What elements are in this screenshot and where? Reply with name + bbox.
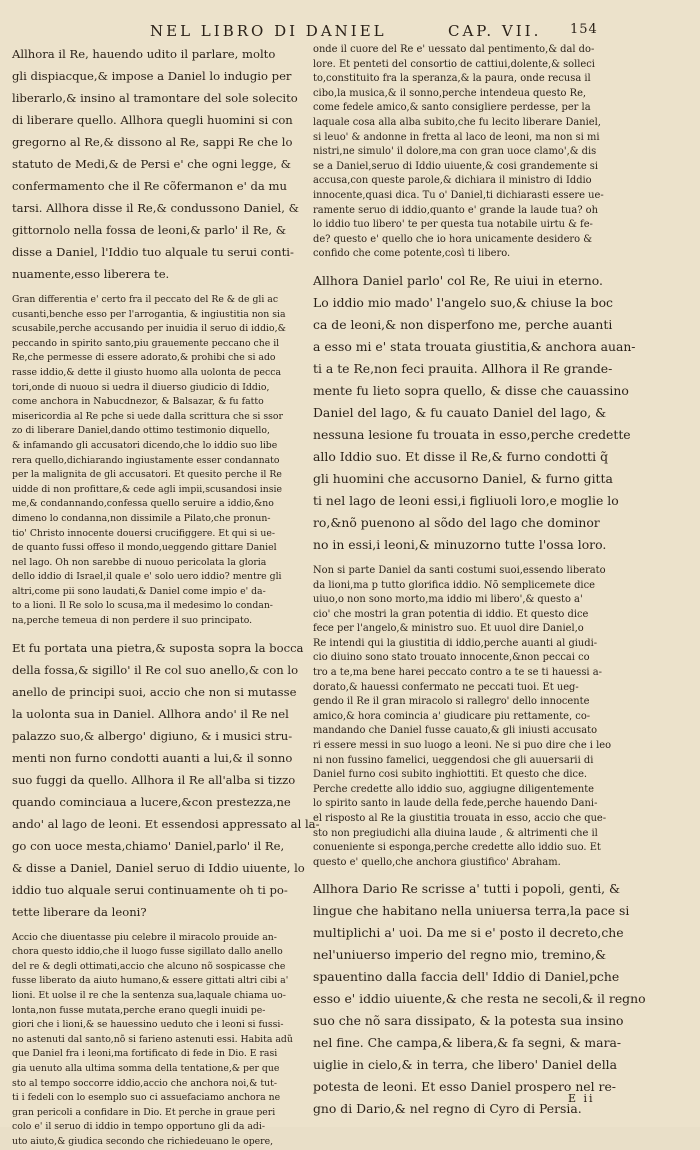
text-line: nel lago. Oh non sarebbe di nuouo pericolata la gloria [12, 556, 267, 568]
right-column [313, 43, 646, 1117]
text-line: statuto de Medi,& de Persi e' che ogni legge, & [12, 157, 291, 171]
text-line: de? questo e' quello che io hora unicamente desidero & [313, 233, 593, 245]
text-line: di liberare quello. Allhora quegli huomini si con [12, 113, 293, 127]
text-line: gli dispiacque,& impose a Daniel lo indugio per [12, 69, 292, 83]
text-line: suo fuggi da quello. Allhora il Re all'alba si tizzo [12, 772, 296, 787]
commentary-paragraph [313, 43, 643, 262]
text-line: giori che i lioni,& se hauessino ueduto che i leoni si fussi- [12, 1019, 284, 1031]
commentary-paragraph [12, 293, 308, 629]
scripture-paragraph [313, 878, 646, 1120]
folio-number: 154 [570, 22, 598, 37]
text-line: lonta,non fusse mutata,perche erano quegli inuidi pe- [12, 1004, 266, 1016]
text-line: fece per l'angelo,& ministro suo. Et uuol dire Daniel,o [313, 623, 584, 635]
text-line: uto aiuto,& giudica secondo che richiedeuano le opere, [12, 1135, 274, 1147]
text-line: si leuo' & andonne in fretta al laco de leoni, ma non si mi [313, 131, 600, 143]
text-line: questo e' quello,che anchora giustifico' Abraham. [313, 856, 561, 868]
text-line: della fossa,& sigillo' il Re col suo anello,& con lo [12, 662, 299, 677]
signature-mark: E ii [568, 1092, 595, 1105]
text-line: zo di liberare Daniel,dando ottimo testimonio diquello, [12, 425, 270, 437]
text-line: del re & degli ottimati,accio che alcuno nõ sospicasse che [12, 960, 286, 972]
text-line: cio diuino sono stato trouato innocente,&non peccai co [313, 652, 590, 664]
paragraph-gap [313, 262, 643, 270]
text-line: to,constituito fra la speranza,& la paura, onde recusa il [313, 73, 591, 85]
text-line: anello de principi suoi, accio che non si mutasse [12, 684, 297, 699]
scripture-paragraph [313, 270, 643, 556]
text-line: Et fu portata una pietra,& suposta sopra la bocca [12, 640, 304, 655]
text-line: lo spirito santo in laude della fede,perche hauendo Dani- [313, 798, 598, 810]
text-line: allo Iddio suo. Et disse il Re,& furno condotti q̃ [313, 448, 608, 464]
text-line: el risposto al Re la giustitia trouata in esso, accio che que- [313, 813, 607, 824]
text-line: Accio che diuentasse piu celebre il miracolo prouide an- [12, 931, 277, 943]
text-line: sto non pregiudichi alla diuina laude , & altrimenti che il [313, 827, 598, 839]
text-line: gittornolo nella fossa de leoni,& parlo' il Re, & [12, 223, 287, 237]
text-line: ti nel lago de leoni essi,i figliuoli loro,e moglie lo [313, 492, 619, 508]
text-line: multiplichi a' uoi. Da me si e' posto il decreto,che [313, 925, 624, 941]
scripture-paragraph [12, 637, 320, 923]
text-line: disse a Daniel, l'Iddio tuo alquale tu serui conti- [12, 245, 294, 259]
text-line: iddio tuo alquale serui continuamente oh ti po- [12, 882, 288, 897]
text-line: nel'uniuerso imperio del regno mio, tremino,& [313, 947, 606, 963]
text-line: ti i fedeli con lo esemplo suo ci assuefaciamo anchora ne [12, 1092, 281, 1104]
text-line: lo iddio tuo libero' te per questa tua notabile uirtu & fe- [313, 219, 593, 231]
text-line: mente fu lieto sopra quello, & disse che cauassino [313, 382, 629, 398]
text-line: dello iddio di Israel,il quale e' solo uero iddio? mentre gli [12, 571, 282, 583]
text-line: gno di Dario,& nel regno di Cyro di Persia. [313, 1101, 582, 1117]
text-line: peccando in spirito santo,piu grauemente peccano che il [12, 337, 280, 349]
text-line: come anchora in Nabucdnezor, & Balsazar, & fu fatto [12, 396, 264, 408]
paragraph-gap [12, 285, 308, 293]
text-line: ti a te Re,non feci prauita. Allhora il Re grande- [313, 360, 613, 376]
text-line: Lo iddio mio mado' l'angelo suo,& chiuse la boc [313, 294, 613, 310]
commentary-paragraph [313, 564, 643, 870]
text-line: no astenuti dal santo,nõ si farieno astenuti essi. Habita adũ [12, 1033, 293, 1045]
text-line: Daniel del lago, & fu cauato Daniel del lago, & [313, 404, 607, 420]
text-line: tarsi. Allhora disse il Re,& condussono Daniel, & [12, 201, 299, 215]
text-line: ramente seruo di iddio,quanto e' grande la laude tua? oh [313, 204, 598, 216]
text-line: de quanto fussi offeso il mondo,ueggendo gittare Daniel [12, 542, 277, 554]
text-line: gia uenuto alla ultima somma della tentatione,& per que [12, 1063, 280, 1074]
text-line: Re intendi qui la giustitia di iddio,perche auanti al giudi- [313, 637, 598, 649]
text-line: Non si parte Daniel da santi costumi suoi,essendo liberato [313, 564, 606, 576]
text-line: come fedele amico,& santo consigliere perdesse, per la [313, 102, 591, 114]
text-line: potesta de leoni. Et esso Daniel prospero nel re- [313, 1079, 616, 1095]
text-line: innocente,quasi dica. Tu o' Daniel,ti dichiarasti essere ue- [313, 189, 604, 201]
text-line: tro a te,ma bene harei peccato contro a te se ti hauessi a- [313, 667, 602, 679]
text-line: sto al tempo soccorre iddio,accio che anchora noi,& tut- [12, 1077, 277, 1089]
text-line: & disse a Daniel, Daniel seruo di Iddio uiuente, lo [12, 860, 305, 875]
paragraph-gap [313, 556, 643, 564]
text-line: accusa,con queste parole,& dichiara il ministro di Iddio [313, 175, 592, 187]
text-line: chora questo iddio,che il luogo fusse sigillato dallo anello [12, 946, 283, 958]
text-line: uiuo,o non sono morto,ma iddio mi libero',& questo a' [313, 594, 583, 606]
text-line: go con uoce mesta,chiamo' Daniel,parlo' il Re, [12, 838, 285, 853]
text-line: conueniente si esponga,perche credette allo iddio suo. Et [313, 842, 601, 854]
text-line: tio' Christo innocente douersi crucifiggere. Et qui si ue- [12, 527, 275, 539]
text-line: ca de leoni,& non disperfono me, perche auanti [313, 316, 613, 332]
paragraph-gap [313, 870, 643, 878]
text-line: Daniel furno cosi subito inghiottiti. Et questo che dice. [313, 769, 588, 781]
text-line: spauentino dalla faccia dell' Iddio di Daniel,pche [313, 969, 620, 985]
text-line: tette liberare da leoni? [12, 904, 147, 919]
text-line: Allhora il Re, hauendo udito il parlare, molto [12, 47, 276, 61]
text-line: Perche credette allo iddio suo, aggiugne diligentemente [313, 783, 595, 795]
commentary-paragraph [12, 931, 308, 1150]
text-line: laquale cosa alla alba subito,che fu lecito liberare Daniel, [313, 116, 601, 128]
text-line: confido che come potente,così ti libero. [313, 248, 511, 260]
text-line: cibo,la musica,& il sonno,perche intendeua questo Re, [313, 87, 587, 99]
text-line: rera quello,dichiarando ingiustamente esser condannato [12, 454, 280, 466]
text-line: & infamando gli accusatori dicendo,che lo iddio suo libe [12, 439, 278, 451]
text-line: dorato,& hauessi confermato ne peccati tuoi. Et ueg- [313, 681, 579, 693]
text-line: mandando che Daniel fusse cauato,& gli iniusti accusato [313, 725, 598, 737]
text-line: esso e' iddio uiuente,& che resta ne secoli,& il regno [313, 991, 646, 1007]
text-line: gli huomini che accusorno Daniel, & furno gitta [313, 470, 613, 486]
text-line: per la malignita de gli accusatori. Et quesito perche il Re [12, 469, 282, 481]
text-line: colo e' il seruo di iddio in tempo opportuno gli da adi- [12, 1121, 265, 1133]
text-line: lore. Et penteti del consortio de cattiui,dolente,& solleci [313, 58, 595, 70]
text-line: liberarlo,& insino al tramontare del sole solecito [12, 91, 298, 105]
text-line: gregorno al Re,& dissono al Re, sappi Re che lo [12, 135, 293, 149]
text-line: gran pericoli a confidare in Dio. Et perche in graue peri [12, 1106, 276, 1118]
text-line: lingue che habitano nella uniuersa terra,la pace si [313, 903, 630, 919]
text-line: lioni. Et uolse il re che la sentenza sua,laquale chiama uo- [12, 990, 286, 1002]
text-line: ni non fussino famelici, ueggendosi che gli auuersarii di [313, 754, 594, 766]
text-line: cusanti,benche esso per l'arrogantia, & ingiustitia non sia [12, 308, 286, 320]
text-line: fusse liberato da aiuto humano,& essere gittati altri cibi a' [12, 975, 289, 987]
text-line: uidde di non profittare,& cede agli impii,scusandosi insie [12, 483, 282, 495]
scripture-paragraph [12, 43, 308, 285]
text-line: quando cominciaua a lucere,&con prestezza,ne [12, 794, 291, 809]
text-line: dimeno lo condanna,non dissimile a Pilato,che pronun- [12, 512, 271, 524]
text-line: palazzo suo,& albergo' digiuno, & i musici stru- [12, 728, 293, 743]
text-line: ro,&nõ puenono al sõdo del lago che dominor [313, 514, 600, 530]
running-title: NEL LIBRO DI DANIEL [150, 22, 387, 40]
text-line: onde il cuore del Re e' uessato dal pentimento,& dal do- [313, 44, 595, 55]
text-line: Re,che permesse di essere adorato,& prohibi che si ado [12, 352, 276, 364]
text-line: Gran differentia e' certo fra il peccato del Re & de gli ac [12, 294, 279, 305]
text-line: no in essi,i leoni,& minuzorno tutte l'ossa loro. [313, 536, 607, 552]
text-line: Allhora Daniel parlo' col Re, Re uiui in eterno. [313, 272, 603, 288]
text-line: nel fine. Che campa,& libera,& fa segni, & mara- [313, 1035, 622, 1051]
text-line: se a Daniel,seruo di Iddio uiuente,& cosi grandemente si [313, 160, 599, 172]
text-line: tori,onde di nuouo si uedra il diuerso giudicio di Iddio, [12, 381, 270, 393]
text-line: nistri,ne simulo' il dolore,ma con gran uoce clamo',& dis [313, 146, 597, 158]
text-line: scusabile,perche accusando per inuidia il seruo di iddio,& [12, 323, 286, 335]
paragraph-gap [12, 629, 308, 637]
text-line: nuamente,esso liberera te. [12, 267, 170, 281]
text-line: altri,come pii sono laudati,& Daniel come impio e' da- [12, 585, 266, 597]
text-line: la uolonta sua in Daniel. Allhora ando' il Re nel [12, 706, 289, 721]
chapter-number: CAP. VII. [448, 22, 542, 40]
text-line: Allhora Dario Re scrisse a' tutti i popoli, genti, & [313, 881, 621, 897]
text-line: uiglie in cielo,& in terra, che libero' Daniel della [313, 1057, 618, 1073]
text-line: gendo il Re il gran miracolo si rallegro' dello innocente [313, 696, 590, 708]
text-line: confermamento che il Re cõfermanon e' da mu [12, 179, 287, 193]
text-line: misericordia al Re pche si uede dalla scrittura che si ssor [12, 410, 283, 422]
text-line: ando' al lago de leoni. Et essendosi appressato al la- [12, 816, 320, 831]
paragraph-gap [12, 923, 308, 931]
text-line: a esso mi e' stata trouata giustitia,& anchora auan- [313, 338, 636, 354]
text-line: na,perche temeua di non perdere il suo principato. [12, 615, 253, 627]
text-line: que Daniel fra i leoni,ma fortificato di fede in Dio. E rasi [12, 1048, 278, 1060]
text-line: amico,& hora comincia a' giudicare piu rettamente, co- [313, 710, 591, 722]
text-line: suo che nõ sara dissipato, & la potesta sua insino [313, 1013, 624, 1029]
text-line: cio' che mostri la gran potentia di iddio. Et questo dice [313, 608, 589, 620]
text-line: ri essere messi in suo luogo a leoni. Ne si puo dire che i leo [313, 740, 612, 752]
text-line: da lioni,ma p tutto glorifica iddio. Nõ semplicemete dice [313, 579, 595, 591]
left-column [12, 43, 320, 1147]
text-line: to a lioni. Il Re solo lo scusa,ma il medesimo lo condan- [12, 600, 273, 612]
text-line: nessuna lesione fu trouata in esso,perche credette [313, 426, 631, 442]
text-line: rasse iddio,& dette il giusto huomo alla uolonta de pecca [12, 366, 281, 378]
text-line: menti non furno condotti auanti a lui,& il sonno [12, 750, 293, 765]
text-line: me,& condannando,confessa quello seruire a iddio,&no [12, 498, 274, 510]
